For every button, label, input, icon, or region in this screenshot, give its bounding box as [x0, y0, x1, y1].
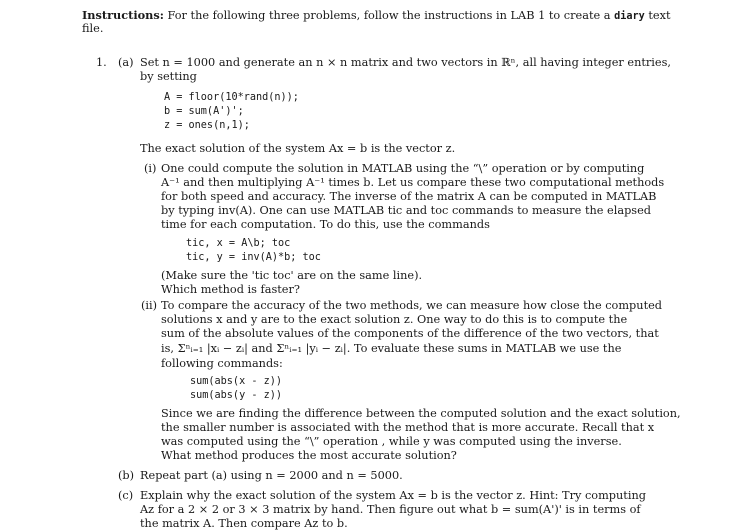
code-line: A = floor(10*rand(n));: [164, 92, 299, 103]
sub-i-question: Which method is faster?: [161, 283, 300, 296]
sub-i-line: for both speed and accuracy. The inverse of the matrix A can be computed in MATLAB: [161, 190, 657, 203]
part-c-line: Az for a 2 × 2 or 3 × 3 matrix by hand. Then figure out what b = sum(A')' is in terms of: [140, 503, 641, 516]
sub-i-line: by typing inv(A). One can use MATLAB tic and toc commands to measure the elapsed: [161, 204, 652, 217]
part-c-line: Explain why the exact solution of the system Ax = b is the vector z. Hint: Try computing: [140, 489, 646, 502]
sub-ii-line: To compare the accuracy of the two methods, we can measure how close the computed: [161, 299, 663, 312]
part-a-label: (a): [118, 56, 134, 69]
instructions-line-1: [82, 8, 671, 24]
sub-i-note: (Make sure the 'tic toc' are on the same line).: [161, 269, 423, 282]
part-c-line: the matrix A. Then compare Az to b.: [140, 517, 348, 530]
sub-ii-line: was computed using the “\” operation , while y was computed using the inverse.: [161, 435, 622, 448]
instructions-text: For the following three problems, follow the instructions in LAB 1 to create a: [163, 9, 615, 22]
part-a-intro-2: by setting: [140, 70, 197, 83]
part-b-text: Repeat part (a) using n = 2000 and n = 5000.: [140, 469, 403, 482]
exact-solution-text: The exact solution of the system Ax = b is the vector z.: [140, 142, 456, 155]
diary-keyword: diary: [614, 11, 645, 22]
sub-i-line: A⁻¹ and then multiplying A⁻¹ times b. Let us compare these two computational methods: [161, 176, 665, 189]
code-line: tic, y = inv(A)*b; toc: [186, 252, 321, 263]
sub-ii-question: What method produces the most accurate solution?: [161, 449, 457, 462]
part-a-intro-1: Set n = 1000 and generate an n × n matrix and two vectors in ℝⁿ, all having integer entries,: [140, 56, 671, 69]
sub-ii-line: sum of the absolute values of the components of the difference of the two vectors, that: [161, 327, 659, 340]
sub-ii-line: solutions x and y are to the exact solution z. One way to do this is to compute the: [161, 313, 628, 326]
sub-ii-line: Since we are finding the difference between the computed solution and the exact solution,: [161, 407, 681, 420]
sub-i-line: time for each computation. To do this, use the commands: [161, 218, 490, 231]
sub-ii-line: is, Σⁿᵢ₌₁ |xᵢ − zᵢ| and Σⁿᵢ₌₁ |yᵢ − zᵢ|. To evaluate these sums in MATLAB we use the: [161, 342, 622, 355]
instructions-text-end: text: [644, 9, 671, 22]
code-line: z = ones(n,1);: [164, 120, 250, 131]
instructions-line-2: file.: [82, 22, 104, 35]
code-line: sum(abs(x - z)): [190, 376, 283, 387]
instructions-label: Instructions:: [82, 8, 164, 22]
code-line: tic, x = A\b; toc: [186, 238, 291, 249]
sub-i-label: (i): [144, 162, 157, 175]
part-b-label: (b): [118, 469, 135, 482]
sub-ii-line: following commands:: [161, 357, 283, 370]
sub-ii-label: (ii): [141, 299, 158, 312]
problem-number: 1.: [96, 56, 107, 69]
sub-i-line: One could compute the solution in MATLAB using the “\” operation or by computing: [161, 162, 645, 175]
part-c-label: (c): [118, 489, 134, 502]
code-line: b = sum(A')';: [164, 106, 244, 117]
sub-ii-line: the smaller number is associated with the method that is more accurate. Recall that x: [161, 421, 655, 434]
code-line: sum(abs(y - z)): [190, 390, 283, 401]
